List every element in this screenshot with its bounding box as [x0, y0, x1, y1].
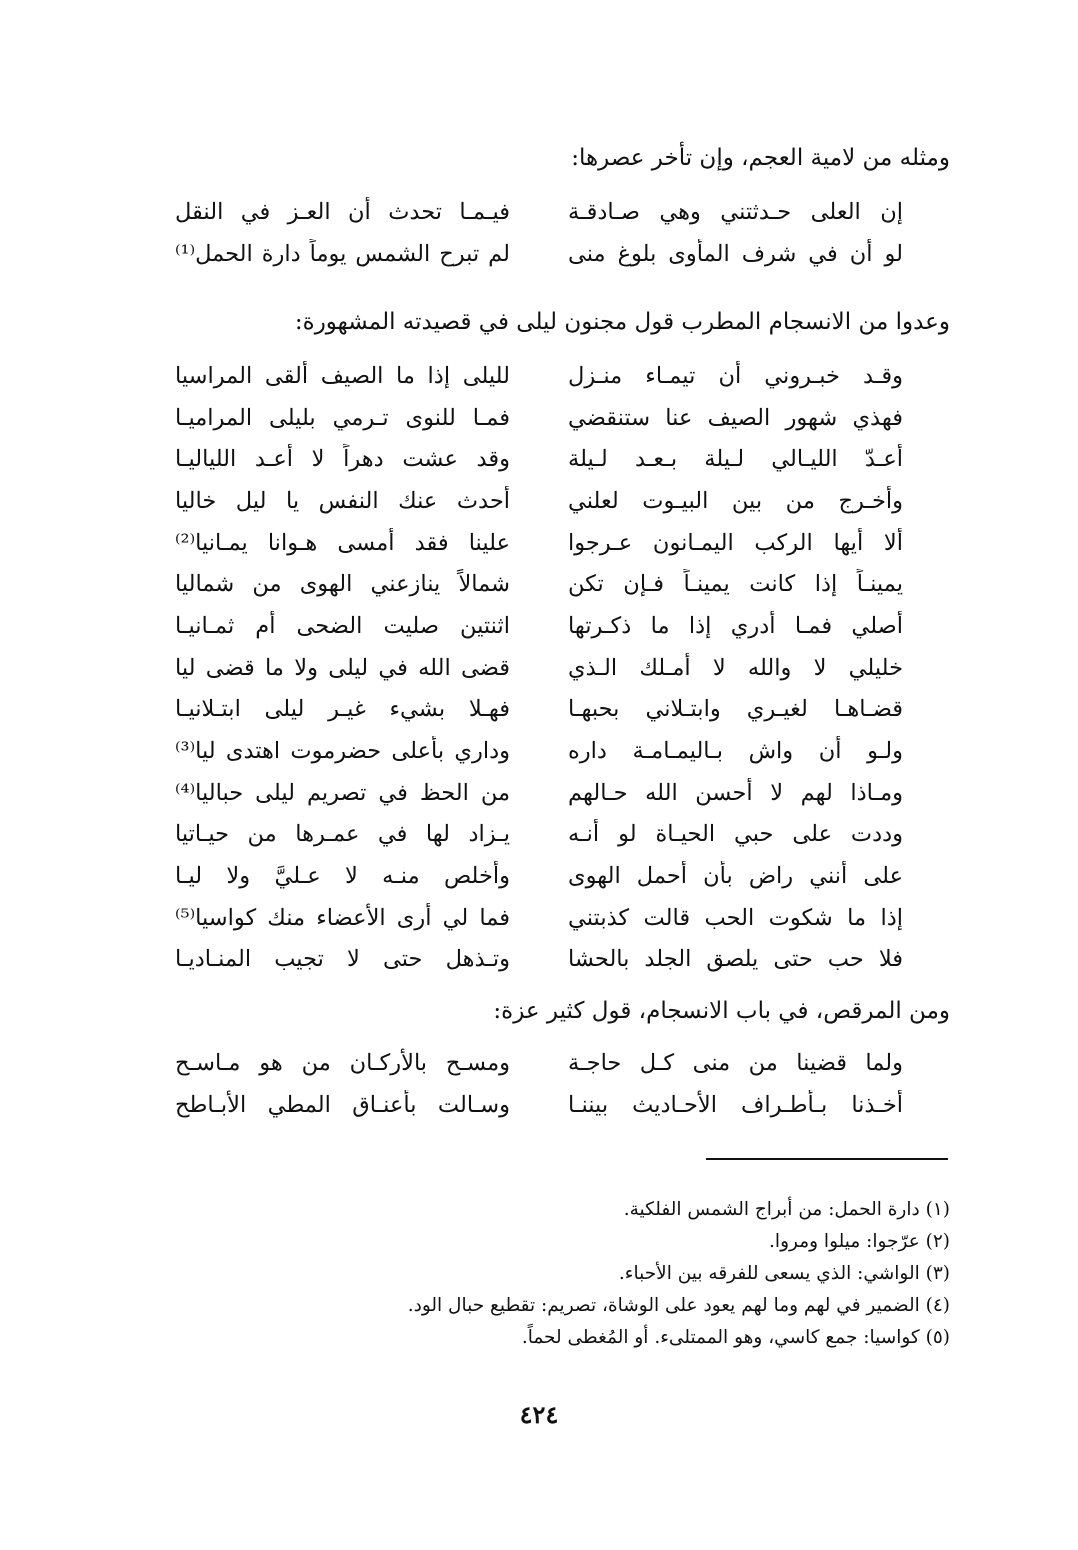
- first-hemistich: فلا حب حتى يلصق الجلد بالحشا: [568, 946, 903, 973]
- footnote: (١) دارة الحمل: من أبراج الشمس الفلكية.: [623, 1199, 950, 1220]
- first-hemistich: أصلي فمـا أدري إذا ما ذكـرتها: [568, 612, 903, 639]
- first-hemistich: وأخـرج من بين البيـوت لعلني: [568, 487, 903, 514]
- first-hemistich: على أنني راض بأن أحمل الهوى: [568, 863, 903, 890]
- verse: [175, 897, 903, 939]
- first-hemistich: ولـو أن واش بـاليمـامـة داره: [568, 738, 903, 765]
- first-hemistich: يمينـاً إذا كانت يمينـاً فـإن تكن: [568, 571, 903, 598]
- first-hemistich: أعـدّ الليـالي لـيلة بـعـد لـيلة: [568, 446, 903, 473]
- verse: [175, 522, 903, 564]
- verse: [175, 730, 903, 772]
- footnote: (٤) الضمير في لهم وما لهم يعود على الوشاة، تصريم: تقطيع حبال الود.: [407, 1295, 950, 1316]
- second-hemistich: وداري بأعلى حضرموت اهتدى ليا⁽³⁾: [175, 738, 510, 765]
- footnotes: [130, 1194, 950, 1354]
- first-hemistich: ولما قضينا من منى كـل حاجـة: [568, 1049, 903, 1076]
- verse: [175, 355, 903, 397]
- footnote-separator: [706, 1158, 948, 1160]
- verse: [175, 563, 903, 605]
- second-hemistich: أحدث عنك النفس يا ليل خاليا: [175, 487, 510, 514]
- verse: [175, 647, 903, 689]
- verse: [175, 438, 903, 480]
- second-hemistich: فمـا للنوى تـرمي بليلى المراميـا: [175, 404, 510, 431]
- verse: [175, 605, 903, 647]
- second-hemistich: وقد عشت دهراً لا أعـد اللياليـا: [175, 446, 510, 473]
- first-hemistich: خليلي لا والله لا أمـلك الـذي: [568, 654, 903, 681]
- first-hemistich: ألا أيها الركب اليمـانون عـرجوا: [568, 529, 903, 556]
- poem-majnun-layla: [175, 355, 903, 980]
- verse: [175, 814, 903, 856]
- first-hemistich: أخـذنا بـأطـراف الأحـاديث بيننـا: [568, 1091, 903, 1118]
- second-hemistich: يـزاد لها في عمـرها من حيـاتيا: [175, 821, 510, 848]
- intro-paragraph-majnun-layla: وعدوا من الانسجام المطرب قول مجنون ليلى في قصيدته المشهورة:: [294, 309, 950, 335]
- verse: [175, 689, 903, 731]
- verse: [175, 1084, 903, 1126]
- second-hemistich: اثنتين صليت الضحى أم ثمـانيـا: [175, 612, 510, 639]
- second-hemistich: ومسـح بالأركـان من هو مـاسـح: [175, 1049, 510, 1076]
- second-hemistich: قضى الله في ليلى ولا ما قضى ليا: [175, 654, 510, 681]
- poem-lamiyat-al-ajam: [175, 191, 903, 274]
- second-hemistich: وتـذهل حتى لا تجيب المنـاديـا: [175, 946, 510, 973]
- footnote: (٢) عرّجوا: ميلوا ومروا.: [769, 1231, 950, 1252]
- second-hemistich: لليلى إذا ما الصيف ألقى المراسيا: [175, 362, 510, 389]
- first-hemistich: إن العلى حـدثتني وهي صـادقـة: [568, 198, 903, 225]
- footnote: (٣) الواشي: الذي يسعى للفرقه بين الأحباء.: [618, 1263, 950, 1284]
- second-hemistich: وسـالت بأعنـاق المطي الأبـاطح: [175, 1091, 510, 1118]
- verse: [175, 855, 903, 897]
- verse: [175, 1042, 903, 1084]
- second-hemistich: لم تبرح الشمس يوماً دارة الحمل⁽¹⁾: [175, 240, 510, 267]
- first-hemistich: ومـاذا لهم لا أحسن الله حـالهم: [568, 779, 903, 806]
- second-hemistich: وأخلص منـه لا عـليَّ ولا ليـا: [175, 863, 510, 890]
- first-hemistich: فهذي شهور الصيف عنا ستنقضي: [568, 404, 903, 431]
- second-hemistich: علينا فقد أمسى هـوانا يمـانيا⁽²⁾: [175, 529, 510, 556]
- second-hemistich: من الحظ في تصريم ليلى حباليا⁽⁴⁾: [175, 779, 510, 806]
- verse: [175, 233, 903, 275]
- first-hemistich: لو أن في شرف المأوى بلوغ منى: [568, 240, 903, 267]
- second-hemistich: فما لي أرى الأعضاء منك كواسيا⁽⁵⁾: [175, 904, 510, 931]
- first-hemistich: وقـد خبـروني أن تيمـاء منـزل: [568, 362, 903, 389]
- verse: [175, 397, 903, 439]
- intro-paragraph-lamiyat-al-ajam: ومثله من لامية العجم، وإن تأخر عصرها:: [571, 145, 950, 171]
- verse: [175, 191, 903, 233]
- intro-paragraph-kuthayyir-azza: ومن المرقص، في باب الانسجام، قول كثير عزة:: [493, 998, 950, 1024]
- second-hemistich: شمالاً ينازعني الهوى من شماليا: [175, 571, 510, 598]
- poem-kuthayyir-azza: [175, 1042, 903, 1125]
- footnote: (٥) كواسيا: جمع كاسي، وهو الممتلىء. أو المُغطى لحماً.: [521, 1327, 950, 1348]
- first-hemistich: قضـاهـا لغيـري وابتـلاني بحبهـا: [568, 696, 903, 723]
- first-hemistich: إذا ما شكوت الحب قالت كذبتني: [568, 904, 903, 931]
- verse: [175, 939, 903, 981]
- verse: [175, 480, 903, 522]
- first-hemistich: وددت على حبي الحيـاة لو أنـه: [568, 821, 903, 848]
- page-number: ٤٢٤: [519, 1400, 559, 1429]
- second-hemistich: فيـمـا تحدث أن العـز في النقل: [175, 198, 510, 225]
- verse: [175, 772, 903, 814]
- second-hemistich: فهـلا بشيء غيـر ليلى ابتـلانيـا: [175, 696, 510, 723]
